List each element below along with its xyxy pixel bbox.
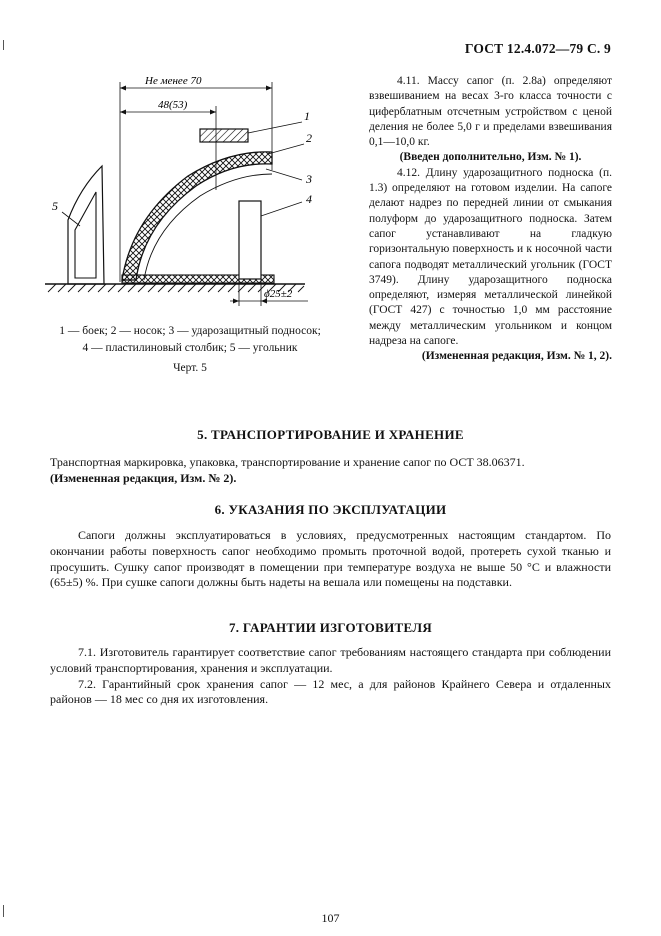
figure-label-3: 3 [306,172,312,186]
paragraph-4-12: 4.12. Длину ударозащитного подноска (п. 1.3) определяют на готовом изделии. На сапоге делают надрез по передней линии от смыкания полуформ до ударозащитного подноска. Затем сапог устанавливают на гладкую горизонтальную поверхность и к носочной части сапога подводят металлический угольник (ГОСТ 3749). Длину ударозащитного подноска определяют, измеряя металлической линейкой (ГОСТ 427) с точностью 1,0 мм расстояние между металлическим угольником и концом надреза на сапоге. [369,166,612,348]
caption-line-1: 1 — боек; 2 — носок; 3 — ударозащитный подносок; [59,325,321,337]
leader-3 [266,169,302,180]
chart-label: Черт. 5 [173,362,207,374]
paragraph-7-2: 7.2. Гарантийный срок хранения сапог — 12 мес, а для районов Крайнего Севера и отдаленных районов — 18 мес со дня их изготовления. [50,676,611,707]
dim-label-phi: ϕ25±2 [264,288,293,300]
figure-svg [40,70,340,320]
figure-label-2: 2 [306,131,312,145]
leader-4 [261,202,302,216]
leader-1 [248,122,302,133]
dim-label-top: Не менее 70 [145,75,202,87]
note-4-11: (Введен дополнительно, Изм. № 1). [399,151,582,164]
paragraph-4-11: 4.11. Массу сапог (п. 2.8а) определяют взвешиванием на весах 3-го класса точности с циферблатным отсчетным устройством с ценой деления не более 5,0 г и пределами взвешивания 0,1—10,0 кг. [369,75,612,149]
section-6-body [50,528,611,591]
caption-line-2: 4 — пластилиновый столбик; 5 — угольник [82,342,298,354]
note-4-12: (Измененная редакция, Изм. № 1, 2). [421,350,612,363]
section-7-title: 7. ГАРАНТИИ ИЗГОТОВИТЕЛЯ [228,620,433,635]
section-5-text: Транспортная маркировка, упаковка, транспортирование и хранение сапог по ОСТ 38.06371. [50,455,525,469]
figure-label-1: 1 [304,109,310,123]
square-tool [68,166,104,284]
figure-label-4: 4 [306,192,312,206]
section-5-title: 5. ТРАНСПОРТИРОВАНИЕ И ХРАНЕНИЕ [197,427,464,442]
striker-block [200,129,248,142]
section-7-body [50,645,611,708]
figure-label-5: 5 [52,199,58,213]
leader-2 [268,144,304,154]
margin-mark [3,40,4,50]
plasticine-column [239,201,261,279]
figure-caption [40,323,340,357]
page-number: 107 [321,911,340,925]
section-5-note: (Измененная редакция, Изм. № 2). [50,470,237,485]
figure-drawing [40,70,340,320]
section-6-text: Сапоги должны эксплуатироваться в условиях, предусмотренных настоящим стандартом. По окончании работы поверхность сапог необходимо промыть проточной водой, протереть сухой тканью и просушить. Сушку сапог производят в помещении при температуре воздуха не выше 50 °С и влажности (65±5) %. При сушке сапоги должны быть надеты на вешала или помещены на подставки. [50,528,611,590]
right-column [369,74,612,365]
dim-label-second: 48(53) [158,99,188,111]
section-5-body [50,455,611,487]
page-header: ГОСТ 12.4.072—79 С. 9 [464,41,611,56]
paragraph-7-1: 7.1. Изготовитель гарантирует соответствие сапог требованиям настоящего стандарта при соблюдении условий транспортирования, хранения и эксплуатации. [50,645,611,675]
margin-mark-bottom [3,905,4,917]
section-6-title: 6. УКАЗАНИЯ ПО ЭКСПЛУАТАЦИИ [214,502,447,517]
